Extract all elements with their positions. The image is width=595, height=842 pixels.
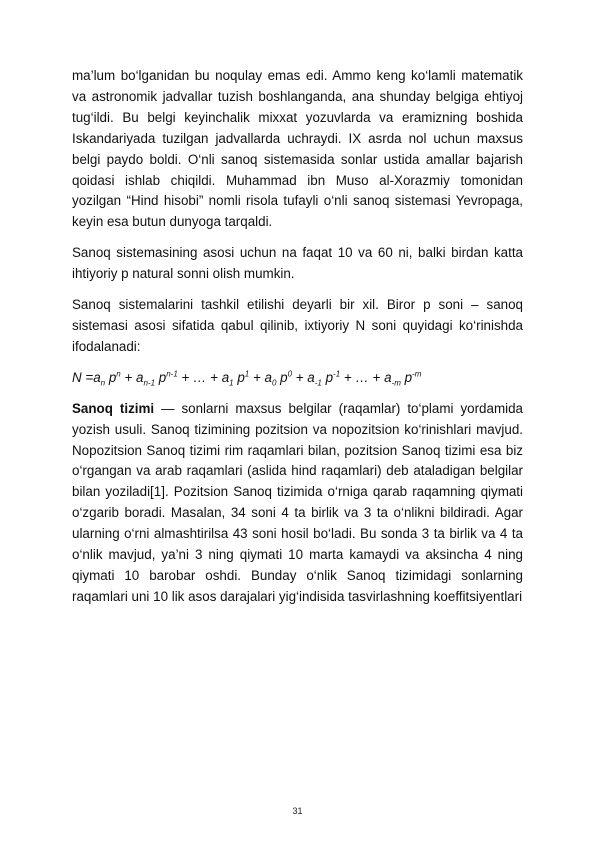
- definition-text: — sonlarni maxsus belgilar (raqamlar) to‘plami yordamida yozish usuli. Sanoq tizimining pozitsion va nopozitsion ko‘rinishlari mavjud. Nopozitsion Sanoq tizimi rim raqamlari bilan, pozitsion Sanoq tizimi esa biz o‘rgangan va arab raqamlari (aslida hind raqamlari) deb ataladigan belgilar bilan yoziladi[1]. Pozitsion Sanoq tizimida o‘rniga qarab raqamning qiymati o‘zgarib boradi. Masalan, 34 soni 4 ta birlik va 3 ta o‘nlikni bildiradi. Agar ularning o‘rni almashtirilsa 43 soni hosil bo‘ladi. Bu sonda 3 ta birlik va 4 ta o‘nlik mavjud, ya’ni 3 ning qiymati 10 marta kamaydi va aksincha 4 ning qiymati 10 barobar oshdi. Bunday o‘nlik Sanoq tizimidagi sonlarning raqamlari uni 10 lik asos darajalari yig‘indisida tasvirlashning koeffitsiyentlari: [72, 400, 523, 604]
- paragraph-base-choice: Sanoq sistemasining asosi uchun na faqat 10 va 60 ni, balki birdan katta ihtiyoriy p natural sonni olish mumkin.: [72, 245, 523, 282]
- formula-term: $a_{n-1}$ $p^{n-1}$: [136, 369, 178, 388]
- formula-lhs: N =: [72, 369, 94, 385]
- formula-term: $a_{-1}$ $p^{-1}$: [307, 369, 341, 388]
- expansion-formula: [72, 368, 523, 389]
- formula-term: …: [355, 369, 369, 385]
- definition-term: Sanoq tizimi: [72, 400, 155, 416]
- formula-term: $a_{-m}$ $p^{-m}$: [384, 369, 422, 388]
- document-page: [72, 66, 523, 608]
- paragraph-definition: [72, 399, 523, 608]
- paragraph-zero-history: ma’lum bo‘lganidan bu noqulay emas edi. Ammo keng ko‘lamli matematik va astronomik jadvallar tuzish boshlanganda, ana shunday belgiga ehtiyoj tug‘ildi. Bu belgi keyinchalik mixxat yozuvlarda va eramizning boshida Iskandariyada tuzilgan jadvallarda uchraydi. IX asrda nol uchun maxsus belgi paydo boldi. O‘nli sanoq sistemasida sonlar ustida amallar bajarish qoidasi ishlab chiqildi. Muhammad ibn Muso al-Xorazmiy tomonidan yozilgan “Hind hisobi” nomli risola tufayli o‘nli sanoq sistemasi Yevropaga, keyin esa butun dunyoga tarqaldi.: [72, 68, 523, 230]
- formula-terms: $a_n$ $p^n + a_{n-1}$ $p^{n-1}$ + … + $a_1$ $p^1 + a_0$ $p^0 + a_{-1}$ $p^{-1}$ + … + $a_{-m}$ $p^{-m}$: [93, 369, 422, 388]
- page-number: 31: [292, 806, 303, 816]
- formula-term: …: [193, 369, 207, 385]
- formula-term: $a_n$ $p^n$: [93, 369, 121, 388]
- paragraph-representation-intro: Sanoq sistemalarini tashkil etilishi deyarli bir xil. Biror p soni – sanoq sistemasi asosi sifatida qabul qilinib, ixtiyoriy N soni quyidagi ko‘rinishda ifodalanadi:: [72, 297, 523, 354]
- formula-term: $a_1$ $p^1$: [221, 369, 250, 388]
- formula-term: $a_0$ $p^0$: [264, 369, 293, 388]
